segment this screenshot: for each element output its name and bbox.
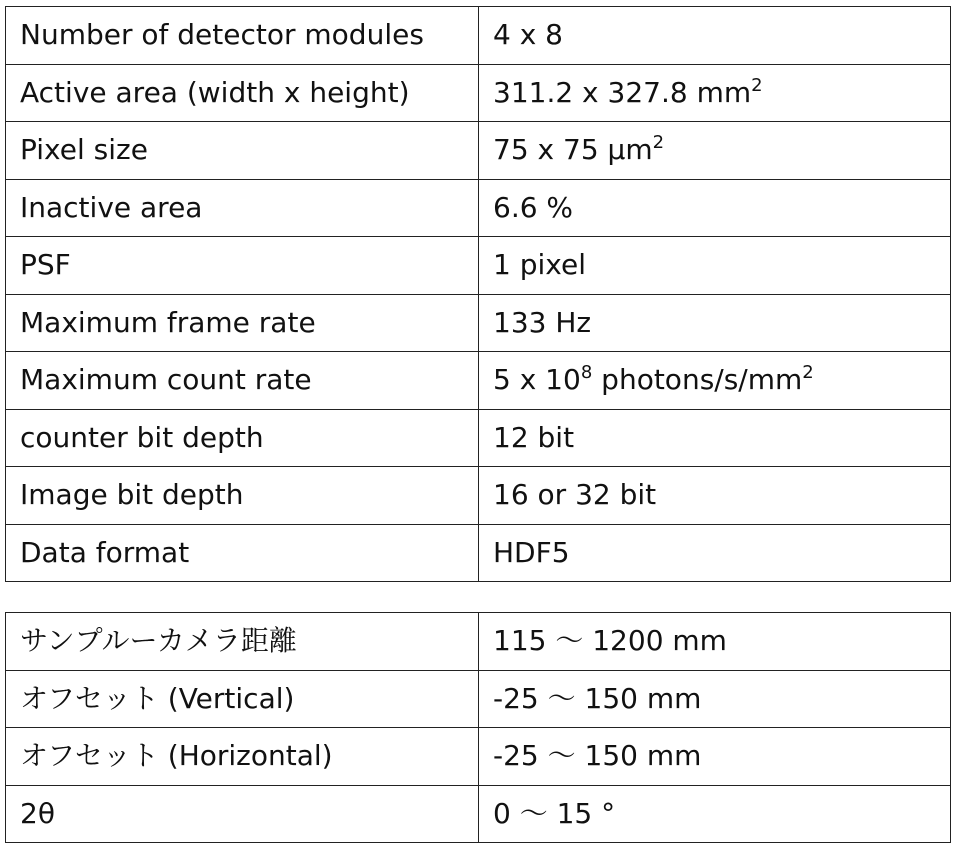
geometry-label: オフセット (Vertical): [6, 670, 479, 728]
spec-label: counter bit depth: [6, 409, 479, 467]
geometry-value: 0 〜 15 °: [479, 785, 951, 843]
spec-label: Pixel size: [6, 122, 479, 180]
table-row: [6, 352, 951, 410]
spec-value: [479, 352, 951, 410]
spec-value: 133 Hz: [479, 294, 951, 352]
spec-value-text: 75 x 75 μm: [493, 133, 653, 167]
table-row: [6, 613, 951, 671]
table-row: [6, 179, 951, 237]
spec-value: [479, 64, 951, 122]
spec-value: 12 bit: [479, 409, 951, 467]
table-row: [6, 670, 951, 728]
superscript: 2: [652, 132, 665, 154]
spec-value-text: photons/s/mm: [592, 363, 803, 397]
spec-label: Number of detector modules: [6, 7, 479, 65]
superscript: 2: [751, 74, 763, 96]
table-row: [6, 64, 951, 122]
spec-label: PSF: [6, 237, 479, 295]
geometry-value: -25 〜 150 mm: [479, 728, 951, 786]
spec-value: [479, 122, 951, 180]
table-row: [6, 409, 951, 467]
spec-value: 6.6 %: [479, 179, 951, 237]
geometry-label: オフセット (Horizontal): [6, 728, 479, 786]
spec-label: Image bit depth: [6, 467, 479, 525]
spec-label: Inactive area: [6, 179, 479, 237]
geometry-label: サンプルーカメラ距離: [6, 613, 479, 671]
detector-spec-table: [5, 6, 951, 582]
geometry-table: [5, 612, 951, 843]
spec-value: 16 or 32 bit: [479, 467, 951, 525]
table-row: [6, 122, 951, 180]
table-row: [6, 294, 951, 352]
table-row: [6, 467, 951, 525]
superscript: 8: [580, 362, 593, 384]
geometry-label: 2θ: [6, 785, 479, 843]
spec-value: 1 pixel: [479, 237, 951, 295]
spec-value-text: 311.2 x 327.8 mm: [493, 75, 752, 109]
spec-value-text: 5 x 10: [493, 363, 581, 397]
geometry-value: -25 〜 150 mm: [479, 670, 951, 728]
spec-label: Maximum count rate: [6, 352, 479, 410]
geometry-value: 115 〜 1200 mm: [479, 613, 951, 671]
spec-label: Data format: [6, 524, 479, 582]
table-row: [6, 728, 951, 786]
table-row: [6, 524, 951, 582]
spec-label: Maximum frame rate: [6, 294, 479, 352]
superscript: 2: [802, 362, 814, 384]
spec-value: 4 x 8: [479, 7, 951, 65]
table-row: [6, 7, 951, 65]
spec-label: Active area (width x height): [6, 64, 479, 122]
table-row: [6, 785, 951, 843]
spec-value: HDF5: [479, 524, 951, 582]
table-row: [6, 237, 951, 295]
